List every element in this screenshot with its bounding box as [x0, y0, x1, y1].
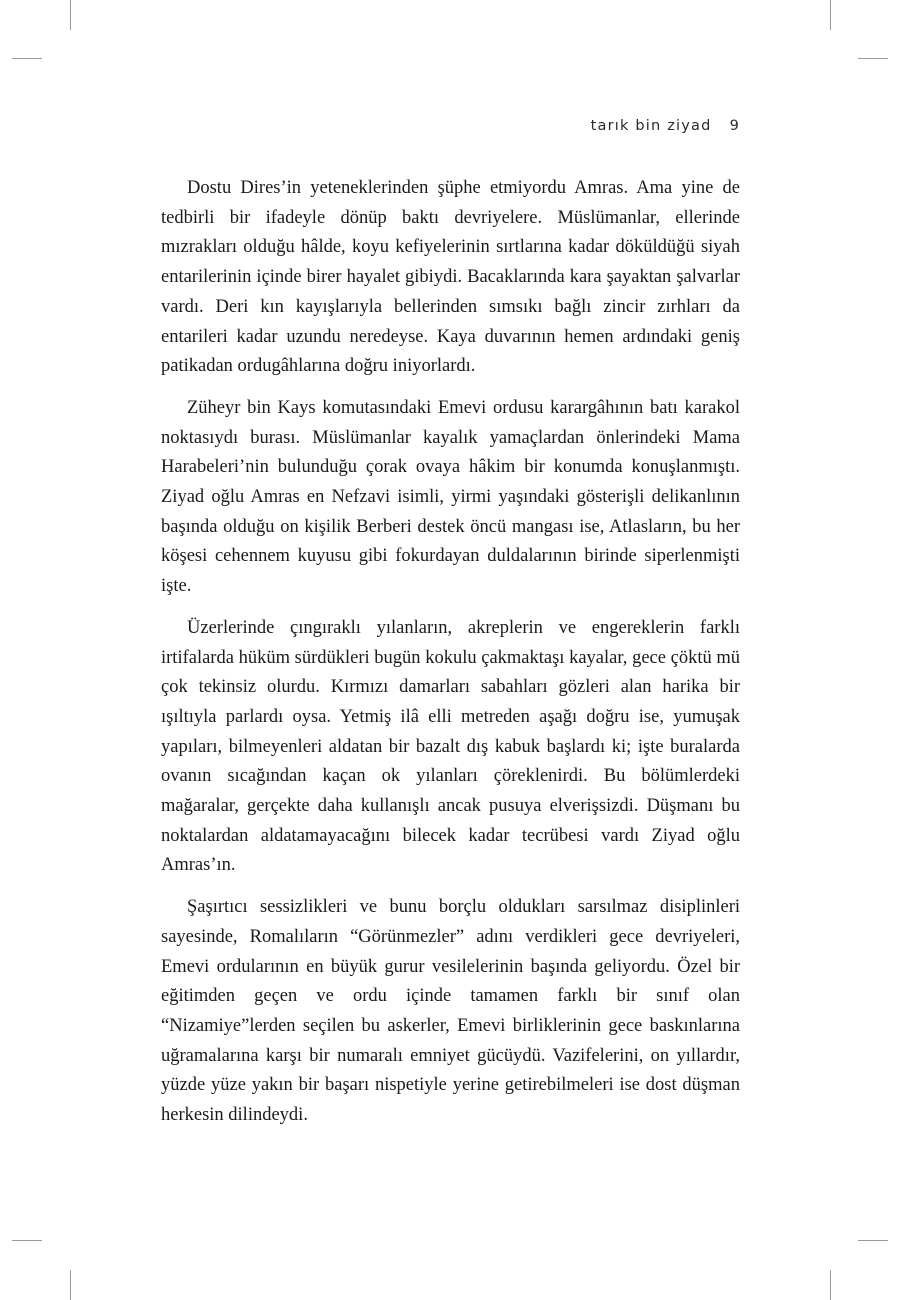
paragraph: Dostu Dires’in yeteneklerinden şüphe etmiyordu Amras. Ama yine de tedbirli bir ifadeyle dönüp baktı devriyelere. Müslümanlar, ellerinde mızrakları olduğu hâlde, koyu kefiyelerinin sırtlarına kadar döküldüğü siyah entarilerinin içinde birer hayalet gibiydi. Bacaklarında kara şayaktan şalvarlar vardı. Deri kın kayışlarıyla bellerinden sımsıkı bağlı zincir zırhları da entarileri kadar uzundu neredeyse. Kaya duvarının hemen ardındaki geniş patikadan ordugâhlarına doğru iniyorlardı.	[161, 178, 740, 377]
crop-mark-left-upper	[12, 58, 42, 59]
page-number: 9	[729, 118, 740, 134]
paragraph: Şaşırtıcı sessizlikleri ve bunu borçlu oldukları sarsılmaz disiplinleri sayesinde, Romalıların “Görünmezler” adını verdikleri gece devriyeleri, Emevi ordularının en büyük gurur vesilelerinin başında geliyordu. Özel bir eğitimden geçen ve ordu içinde tamamen farklı bir sınıf olan “Nizamiye”lerden seçilen bu askerler, Emevi birliklerinin gece baskınlarına uğramalarına karşı bir numaralı emniyet gücüydü. Vazifelerini, on yıllardır, yüzde yüze yakın bir başarı nispetiyle yerine getirebilmeleri ise dost düşman herkesin dilindeydi.	[161, 897, 740, 1126]
crop-mark-left-lower	[12, 1240, 42, 1241]
body-text	[161, 174, 740, 1143]
running-head-title: tarık bin ziyad	[590, 118, 712, 134]
crop-mark-right-upper	[858, 58, 888, 59]
crop-mark-top-left	[70, 0, 71, 30]
crop-mark-top-right	[830, 0, 831, 30]
crop-mark-bottom-right	[830, 1270, 831, 1300]
crop-mark-right-lower	[858, 1240, 888, 1241]
running-head	[0, 118, 740, 134]
paragraph: Üzerlerinde çıngıraklı yılanların, akreplerin ve engereklerin farklı irtifalarda hüküm sürdükleri bugün kokulu çakmaktaşı kayalar, gece çöktü mü çok tekinsiz olurdu. Kırmızı damarları sabahları gözleri alan harika bir ışıltıyla parlardı oysa. Yetmiş ilâ elli metreden aşağı doğru ise, yumuşak yapıları, bilmeyenleri aldatan bir bazalt dış kabuk başlardı ki; işte buralarda ovanın sıcağından kaçan ok yılanları çöreklenirdi. Bu bölümlerdeki mağaralar, gerçekte daha kullanışlı ancak pusuya elverişsizdi. Düşmanı bu noktalardan aldatamayacağını bilecek kadar tecrübesi vardı Ziyad oğlu Amras’ın.	[161, 617, 740, 876]
paragraph: Züheyr bin Kays komutasındaki Emevi ordusu karargâhının batı karakol noktasıydı burası. Müslümanlar kayalık yamaçlardan önlerindeki Mama Harabeleri’nin bulunduğu çorak ovaya hâkim bir konumda konuşlanmıştı. Ziyad oğlu Amras en Nefzavi isimli, yirmi yaşındaki gösterişli delikanlının başında olduğu on kişilik Berberi destek öncü mangası ise, Atlasların, bu her köşesi cehennem kuyusu gibi fokurdayan duldalarının birinde siperlenmişti işte.	[161, 397, 740, 597]
crop-mark-bottom-left	[70, 1270, 71, 1300]
